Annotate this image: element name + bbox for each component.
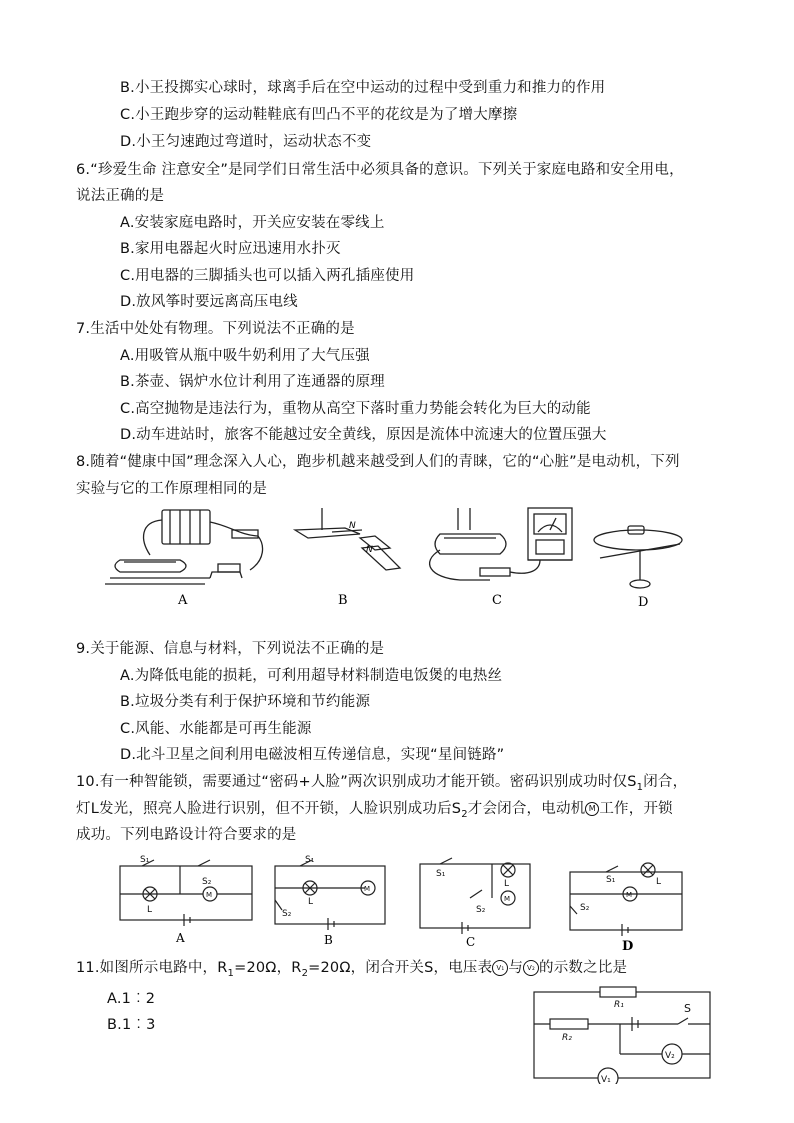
q10-c-s1-label: S₁ bbox=[436, 869, 446, 879]
q9-option-a: A.为降低电能的损耗，可利用超导材料制造电饭煲的电热丝 bbox=[120, 668, 503, 684]
q11-option-a: A.1︰2 bbox=[107, 991, 156, 1007]
q10-circuit-a bbox=[120, 860, 252, 926]
q10-a-s2-label: S₂ bbox=[202, 877, 212, 887]
q11-v1-label: V₁ bbox=[601, 1075, 611, 1084]
q8-figure-c bbox=[430, 508, 572, 580]
q9-option-b: B.垃圾分类有利于保护环境和节约能源 bbox=[120, 694, 371, 710]
q10-label-b: B bbox=[324, 933, 333, 947]
q6-stem-line1: 6.“珍爱生命 注意安全”是同学们日常生活中必须具备的意识。下列关于家庭电路和安全用电， bbox=[76, 162, 684, 178]
q10-a-s1-label: S₁ bbox=[140, 855, 150, 865]
q5-option-c: C.小王跑步穿的运动鞋鞋底有凹凸不平的花纹是为了增大摩擦 bbox=[120, 107, 518, 123]
q8-stem-line1: 8.随着“健康中国”理念深入人心，跑步机越来越受到人们的青睐，它的“心脏”是电动机，下列 bbox=[76, 454, 680, 470]
q5-option-b: B.小王投掷实心球时，球离手后在空中运动的过程中受到重力和推力的作用 bbox=[120, 80, 606, 96]
q8-figures bbox=[100, 500, 700, 612]
q11-option-b: B.1︰3 bbox=[107, 1017, 156, 1033]
q8-label-d: D bbox=[638, 595, 649, 610]
q10-stem-line1: 10.有一种智能锁，需要通过“密码+人脸”两次识别成功才能开锁。密码识别成功时仅$S_1$闭合， bbox=[76, 774, 688, 793]
q8-figure-a bbox=[105, 510, 263, 584]
q6-option-a: A.安装家庭电路时，开关应安装在零线上 bbox=[120, 215, 385, 231]
voltmeter-v2-symbol: V₂ bbox=[523, 960, 539, 976]
q8-magnet-label-2: N bbox=[366, 545, 373, 555]
q11-stem: 11.如图所示电路中，$R_1=20\Omega$，$R_2=20\Omega$，闭合开关S，电压表 V₁ 与 V₂ 的示数之比是 bbox=[76, 960, 628, 979]
q10-label-c: C bbox=[466, 935, 476, 949]
q11-circuit bbox=[528, 984, 718, 1084]
q11-r1-label: R₁ bbox=[614, 1000, 624, 1010]
q7-option-b: B.茶壶、锅炉水位计利用了连通器的原理 bbox=[120, 374, 385, 390]
q10-c-m-label: M bbox=[504, 895, 511, 903]
q10-c-l-label: L bbox=[504, 879, 510, 889]
q10-d-s2-label: S₂ bbox=[580, 903, 590, 913]
q7-option-a: A.用吸管从瓶中吸牛奶利用了大气压强 bbox=[120, 348, 370, 364]
q11-s-label: S bbox=[684, 1002, 691, 1015]
q9-option-c: C.风能、水能都是可再生能源 bbox=[120, 721, 312, 737]
q6-option-b: B.家用电器起火时应迅速用水扑灭 bbox=[120, 241, 341, 257]
q10-label-a: A bbox=[176, 931, 185, 945]
q6-stem-line2: 说法正确的是 bbox=[76, 188, 165, 204]
q11-v2-label: V₂ bbox=[665, 1051, 675, 1061]
q8-magnet-label-1: N bbox=[349, 521, 356, 531]
q10-stem-line3: 成功。下列电路设计符合要求的是 bbox=[76, 827, 297, 843]
q7-option-d: D.动车进站时，旅客不能越过安全黄线，原因是流体中流速大的位置压强大 bbox=[120, 427, 607, 443]
q7-stem: 7.生活中处处有物理。下列说法不正确的是 bbox=[76, 321, 355, 337]
q10-b-s1-label: S₁ bbox=[305, 855, 315, 865]
motor-symbol: M bbox=[585, 802, 599, 816]
q10-d-l-label: L bbox=[656, 877, 662, 887]
q10-a-m-label: M bbox=[206, 891, 213, 899]
q10-b-s2-label: S₂ bbox=[282, 909, 292, 919]
q10-circuits bbox=[110, 852, 710, 954]
q10-stem-line2: 灯L发光，照亮人脸进行识别，但不开锁，人脸识别成功后$S_2$才会闭合，电动机 M 工作，开锁 bbox=[76, 801, 673, 820]
q5-option-d: D.小王匀速跑过弯道时，运动状态不变 bbox=[120, 134, 372, 150]
q11-r2-label: R₂ bbox=[562, 1033, 572, 1043]
q10-circuit-b bbox=[275, 860, 385, 930]
q6-option-d: D.放风筝时要远离高压电线 bbox=[120, 294, 298, 310]
voltmeter-v1-symbol: V₁ bbox=[492, 960, 508, 976]
q6-option-c: C.用电器的三脚插头也可以插入两孔插座使用 bbox=[120, 268, 415, 284]
q10-label-d: D bbox=[622, 939, 634, 954]
q9-option-d: D.北斗卫星之间利用电磁波相互传递信息，实现“星间链路” bbox=[120, 747, 505, 763]
q8-label-a: A bbox=[178, 593, 188, 608]
q8-label-c: C bbox=[492, 593, 502, 608]
q10-b-l-label: L bbox=[308, 897, 314, 907]
q8-figure-d bbox=[594, 526, 682, 588]
q10-c-s2-label: S₂ bbox=[476, 905, 486, 915]
q9-stem: 9.关于能源、信息与材料，下列说法不正确的是 bbox=[76, 641, 385, 657]
q8-figure-b bbox=[295, 508, 400, 570]
q10-circuit-d bbox=[570, 863, 682, 936]
q8-stem-line2: 实验与它的工作原理相同的是 bbox=[76, 481, 268, 497]
q8-label-b: B bbox=[338, 593, 348, 608]
q10-d-m-label: M bbox=[626, 891, 633, 899]
q10-a-l-label: L bbox=[147, 905, 153, 915]
q10-b-m-label: M bbox=[364, 885, 371, 893]
q10-d-s1-label: S₁ bbox=[606, 875, 616, 885]
q7-option-c: C.高空抛物是违法行为，重物从高空下落时重力势能会转化为巨大的动能 bbox=[120, 401, 591, 417]
